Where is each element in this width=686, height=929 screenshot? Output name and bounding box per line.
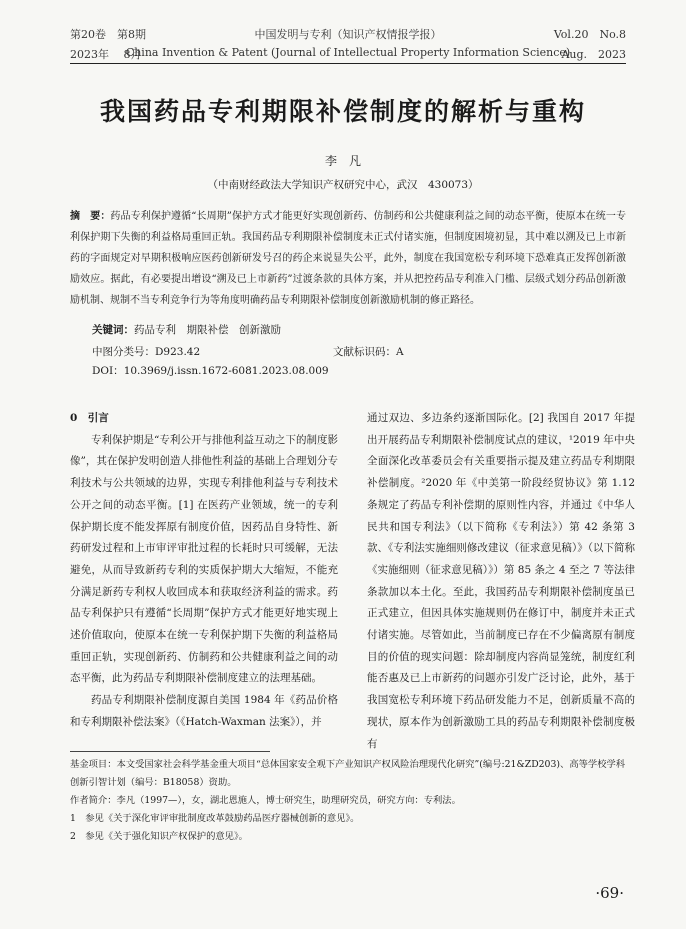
abstract <box>70 206 626 311</box>
header-journal-cn: 中国发明与专利（知识产权情报学报） <box>254 28 442 41</box>
author-name: 李 凡 <box>324 154 361 168</box>
body-paragraph: 药品专利期限补偿制度源自美国 1984 年《药品价格和专利期限补偿法案》（《Hatch-Waxman 法案》），并 <box>70 694 338 728</box>
header-date-cn: 2023年 8月 <box>70 48 142 61</box>
footnote-divider <box>70 751 270 752</box>
header-divider <box>70 63 626 64</box>
doi <box>92 363 329 378</box>
footnote-fund: 基金项目：本文受国家社会科学基金重大项目“总体国家安全观下产业知识产权风险治理现代化研究”(编号:21&ZD203)、高等学校学科创新引智计划（编号：B18058）资助。 <box>70 759 626 788</box>
header-vol-issue-cn: 第20卷 第8期 <box>70 28 146 41</box>
author-affiliation: （中南财经政法大学知识产权研究中心，武汉 430073） <box>207 179 479 191</box>
body-paragraph: 专利保护期是“专利公开与排他利益互动之下的制度影像”，其在保护发明创造人排他性利益的基础上合理划分专利技术与公共领域的边界，实现专利排他利益与专利技术公开之间的动态平衡。[1] 在医药产业领域，统一的专利保护期长度不能发挥原有制度价值，因药品自身特性、新药研发过程和上市审评审批过程的长耗时只可缓解，无法避免，从而导致新药专利的实质保护期大大缩短，不能充分满足新药专利权人收回成本和获取经济利益的需求。药品专利保护只有遵循“长周期”保护方式才能更好地实现上述价值取向，使原本在统一专利保护期下失衡的利益格局重回正轨，实现创新药、仿制药和公共健康利益之间的动态平衡，此为药品专利期限补偿制度建立的法理基础。 <box>70 433 338 685</box>
footnote-2: 2 参见《关于强化知识产权保护的意见》。 <box>70 831 248 842</box>
classification-number <box>92 344 200 359</box>
page-number: ·69· <box>595 884 624 902</box>
doc-code-label: 文献标识码： <box>333 346 396 358</box>
abstract-text: 药品专利保护遵循“长周期”保护方式才能更好实现创新药、仿制药和公共健康利益之间的动态平衡，使原本在统一专利保护期下失衡的利益格局重回正轨。我国药品专利期限补偿制度未正式付诸实施，但制度困境初显，其中难以溯及已上市新药的字面规定对早期积极响应医药创新研发号召的药企来说显失公平，此外，制度在我国宽松专利环境下恐难真正发挥创新激励效应。据此，有必要提出增设“溯及已上市新药”过渡条款的具体方案，并从把控药品专利准入门槛、层级式划分药品创新激励机制、规制不当专利竞争行为等角度明确药品专利期限补偿制度创新激励机制的修正路径。 <box>70 211 626 306</box>
header-vol-issue-en: Vol.20 No.8 <box>553 28 626 41</box>
header-date-en: Aug. 2023 <box>561 48 626 61</box>
classification-label: 中图分类号： <box>92 346 155 358</box>
doi-value: 10.3969/j.issn.1672-6081.2023.08.009 <box>123 365 329 377</box>
doi-label: DOI： <box>92 365 124 377</box>
header-journal-en: China Invention & Patent (Journal of Intellectual Property Information Science) <box>125 46 571 59</box>
footnote-author-bio: 作者简介：李凡（1997—），女，湖北恩施人，博士研究生，助理研究员，研究方向：专利法。 <box>70 795 461 806</box>
classification-value: D923.42 <box>155 346 201 358</box>
right-column <box>367 408 635 755</box>
keywords <box>92 322 281 337</box>
footnote-1: 1 参见《关于深化审评审批制度改革鼓励药品医疗器械创新的意见》。 <box>70 813 360 824</box>
abstract-label: 摘 要： <box>70 211 111 222</box>
body-paragraph: 通过双边、多边条约逐渐国际化。[2] 我国自 2017 年提出开展药品专利期限补偿制度试点的建议，¹2019 年中央全面深化改革委员会有关重要指示提及建立药品专利期限补偿制度。²2020 年《中美第一阶段经贸协议》第 1.12 条规定了药品专利补偿期的原则性内容，并通过《中华人民共和国专利法》（以下简称《专利法》）第 42 条第 3 款、《专利法实施细则修改建议（征求意见稿）》（以下简称《实施细则（征求意见稿）》）第 85 条之 4 至之 7 等法律条款加以本土化。至此，我国药品专利期限补偿制度虽已正式建立，但因具体实施规则仍在修订中，制度并未正式付诸实施。尽管如此，当前制度已存在不少偏离原有制度目的价值的现实问题：除却制度内容尚显笼统，制度红利能否惠及已上市新药的问题亦引发广泛讨论，此外，基于我国宽松专利环境下药品研发能力不足，创新质量不高的现状，原本作为创新激励工具的药品专利期限补偿制度极有 <box>367 412 635 750</box>
document-code <box>333 344 404 359</box>
keywords-label: 关键词： <box>92 324 134 336</box>
article-title: 我国药品专利期限补偿制度的解析与重构 <box>99 97 586 126</box>
keywords-text: 药品专利 期限补偿 创新激励 <box>134 324 281 336</box>
section-heading: 0 引言 <box>70 412 109 424</box>
left-column <box>70 408 338 734</box>
doc-code-value: A <box>396 346 404 358</box>
